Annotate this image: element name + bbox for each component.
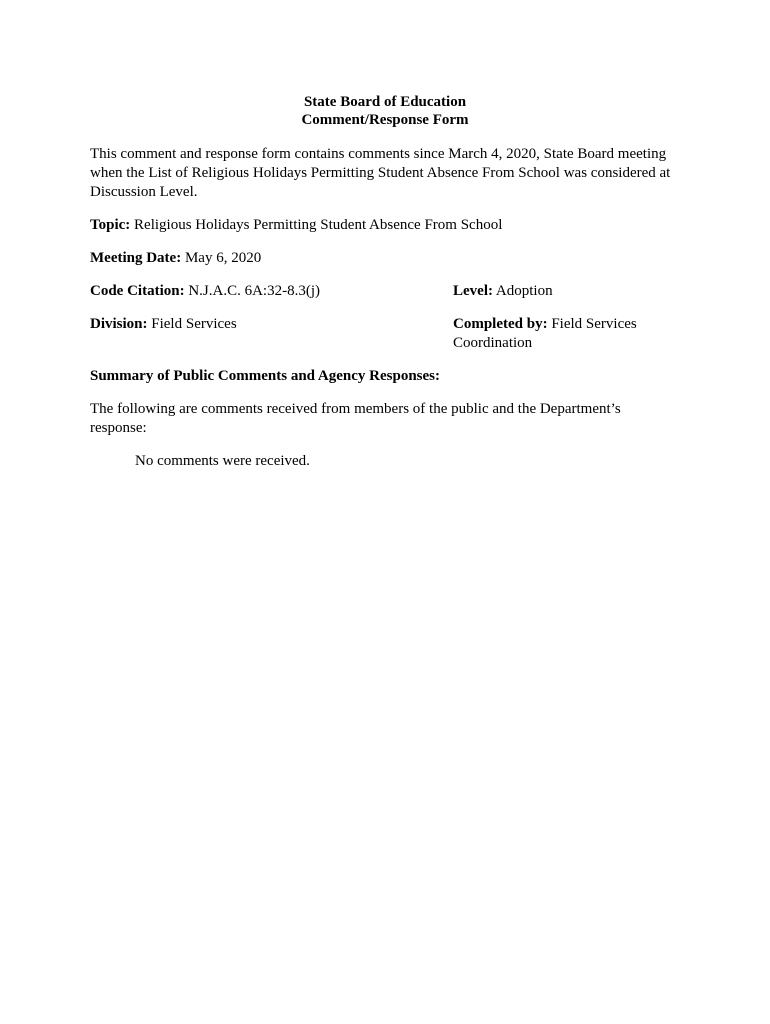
level-field xyxy=(453,282,680,301)
division-value: Field Services xyxy=(151,316,237,332)
completed-by-value: Field Services Coordination xyxy=(453,316,637,351)
document-title xyxy=(90,93,680,129)
meeting-date-label: Meeting Date: xyxy=(90,250,182,266)
summary-heading: Summary of Public Comments and Agency Responses: xyxy=(90,368,441,384)
citation-level-row xyxy=(90,282,680,301)
document-page xyxy=(90,93,680,471)
topic-field xyxy=(90,216,680,235)
meeting-date-field xyxy=(90,249,680,268)
code-citation-label: Code Citation: xyxy=(90,283,185,299)
title-line-1: State Board of Education xyxy=(303,94,467,110)
comments-intro: The following are comments received from members of the public and the Department’s response: xyxy=(90,401,621,436)
division-field xyxy=(90,315,453,353)
completed-by-label: Completed by: xyxy=(453,316,548,332)
title-line-2: Comment/Response Form xyxy=(301,112,469,128)
completed-by-field xyxy=(453,315,680,353)
division-label: Division: xyxy=(90,316,148,332)
division-completed-row xyxy=(90,315,680,353)
code-citation-value: N.J.A.C. 6A:32-8.3(j) xyxy=(188,283,320,299)
level-value: Adoption xyxy=(495,283,553,299)
no-comments-text: No comments were received. xyxy=(135,453,310,469)
topic-label: Topic: xyxy=(90,217,131,233)
level-label: Level: xyxy=(453,283,493,299)
intro-paragraph: This comment and response form contains comments since March 4, 2020, State Board meeting when the List of Religious Holidays Permitting Student Absence From School was considered at Discussion Level. xyxy=(90,146,671,200)
topic-value: Religious Holidays Permitting Student Absence From School xyxy=(134,217,503,233)
code-citation-field xyxy=(90,282,453,301)
meeting-date-value: May 6, 2020 xyxy=(184,250,262,266)
